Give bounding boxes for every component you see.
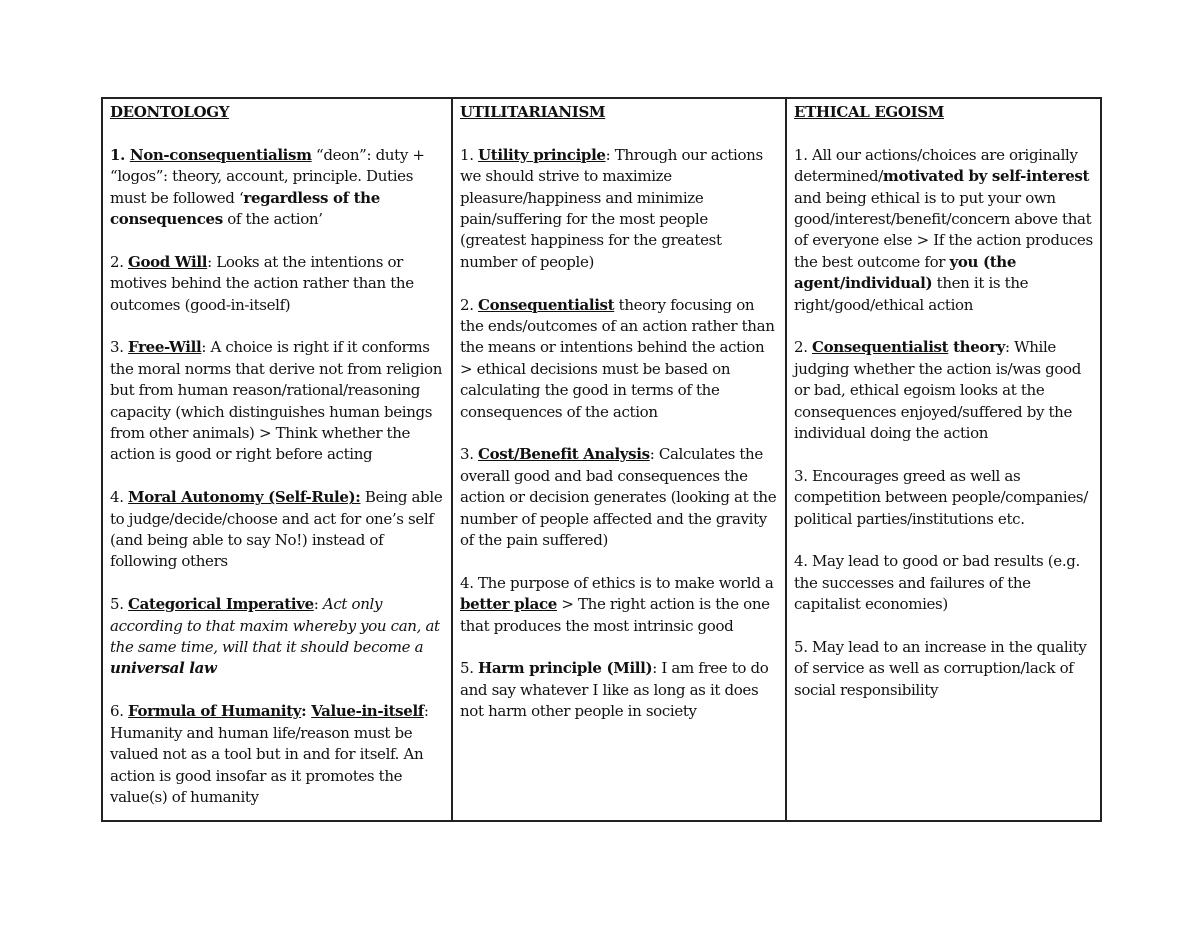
deontology-column — [102, 98, 452, 821]
list-item: 4. Moral Autonomy (Self-Rule): Being able to judge/decide/choose and act for one’s self (and being able to say No!) instead of following others — [110, 488, 443, 571]
column-heading: UTILITARIANISM — [460, 103, 606, 121]
list-item: 6. Formula of Humanity: Value-in-itself: Humanity and human life/reason must be valued not as a tool but in and for itself. An action is good insofar as it promotes the value(s) of humanity — [110, 702, 429, 806]
list-item: 1. All our actions/choices are originally determined/motivated by self-interest and being ethical is to put your own good/interest/benefit/concern above that of everyone else > If the action produces the best outcome for you (the agent/individual) then it is the right/good/ethical action — [794, 145, 1093, 314]
column-heading: DEONTOLOGY — [110, 103, 230, 121]
table-row — [102, 98, 1101, 821]
list-item: 1. Non-consequentialism “deon”: duty + “logos”: theory, account, principle. Duties must be followed ‘regardless of the consequences of the action’ — [110, 145, 425, 229]
utilitarianism-column — [452, 98, 786, 821]
list-item: 3. Free-Will: A choice is right if it conforms the moral norms that derive not from religion but from human reason/rational/reasoning capacity (which distinguishes human beings from other animals) > Think whether the action is good or right before acting — [110, 338, 443, 464]
list-item: 2. Good Will: Looks at the intentions or motives behind the action rather than the outcomes (good-in-itself) — [110, 252, 414, 314]
list-item: 4. The purpose of ethics is to make world a better place > The right action is the one that produces the most intrinsic good — [460, 573, 774, 635]
list-item: 3. Encourages greed as well as competition between people/companies/ political parties/institutions etc. — [794, 466, 1088, 528]
list-item: 5. Categorical Imperative: Act only according to that maxim whereby you can, at the same time, will that it should become a universal law — [110, 595, 440, 678]
list-item: 5. Harm principle (Mill): I am free to do and say whatever I like as long as it does not harm other people in society — [460, 659, 769, 721]
comparison-table — [101, 97, 1102, 822]
list-item: 2. Consequentialist theory focusing on the ends/outcomes of an action rather than the means or intentions behind the action > ethical decisions must be based on calculating the good in terms of the consequences of the action — [460, 295, 775, 421]
list-item: 5. May lead to an increase in the quality of service as well as corruption/lack of social responsibility — [794, 638, 1087, 699]
list-item: 3. Cost/Benefit Analysis: Calculates the overall good and bad consequences the action or decision generates (looking at the number of people affected and the gravity of the pain suffered) — [460, 445, 777, 550]
column-heading: ETHICAL EGOISM — [794, 103, 944, 121]
list-item: 4. May lead to good or bad results (e.g. the successes and failures of the capitalist economies) — [794, 552, 1080, 614]
ethical-egoism-column — [786, 98, 1101, 821]
list-item: 1. Utility principle: Through our actions we should strive to maximize pleasure/happiness and minimize pain/suffering for the most people (greatest happiness for the greatest number of people) — [460, 145, 763, 271]
list-item: 2. Consequentialist theory: While judging whether the action is/was good or bad, ethical egoism looks at the consequences enjoyed/suffered by the individual doing the action — [794, 338, 1081, 443]
